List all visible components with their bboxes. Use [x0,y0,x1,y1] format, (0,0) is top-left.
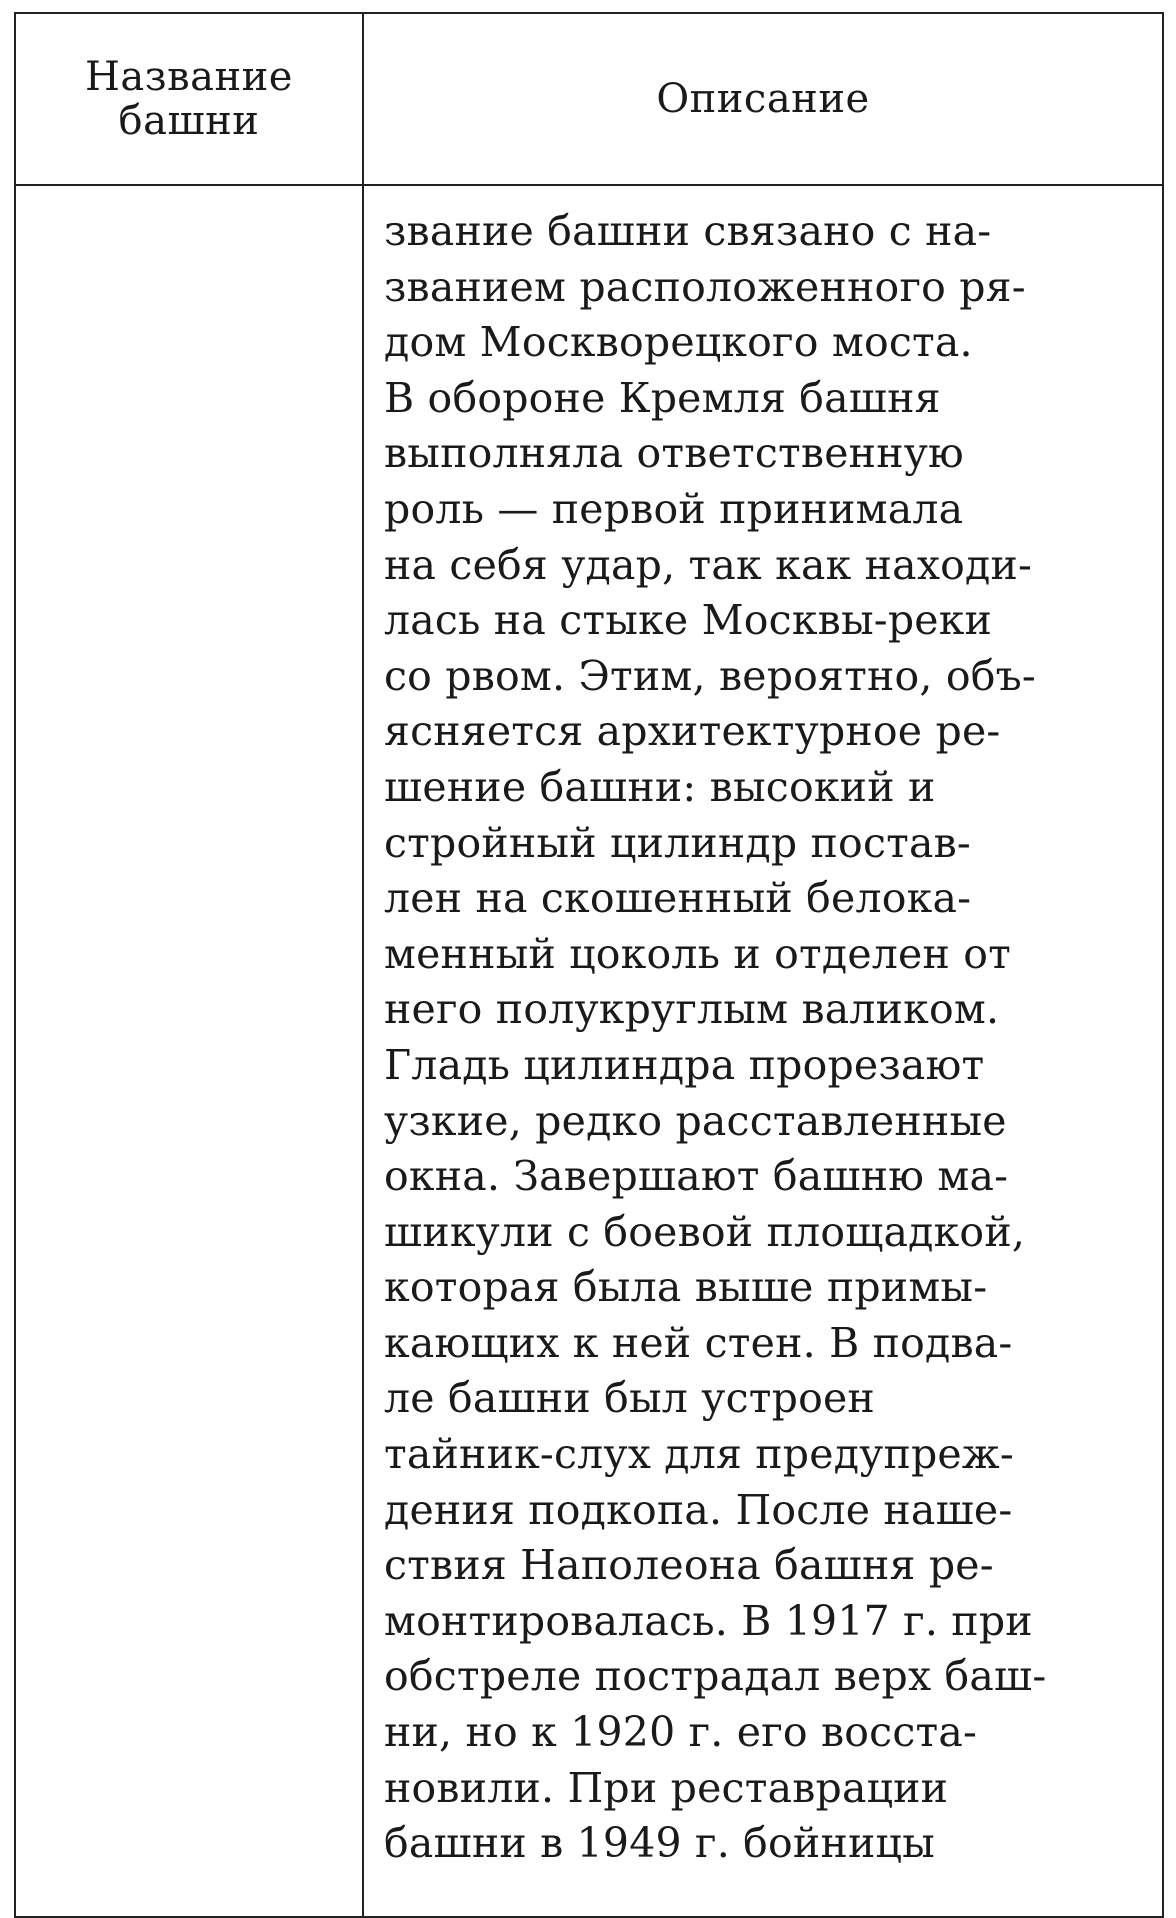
description-line: лась на стыке Москвы-реки [384,596,993,645]
description-line: ле башни был устроен [384,1374,875,1423]
description-line: которая была выше примы- [384,1263,988,1312]
header-cell-description [363,13,1163,185]
description-line: новили. При реставрации [384,1763,949,1812]
description-line: узкие, редко расставленные [384,1096,1007,1145]
description-line: монтировалась. В 1917 г. при [384,1596,1033,1645]
description-line: кающих к ней стен. В подва- [384,1318,1013,1367]
tower-name-cell [15,185,363,1917]
description-line: менный цоколь и отделен от [384,929,1012,978]
description-line: ствия Наполеона башня ре- [384,1541,994,1590]
description-line: дения подкопа. После наше- [384,1485,1013,1534]
description-line: тайник-слух для предупреж- [384,1430,1014,1479]
description-line: него полукруглым валиком. [384,985,1000,1034]
table-row [15,185,1163,1917]
description-line: Гладь цилиндра прорезают [384,1040,985,1089]
description-line: башни в 1949 г. бойницы [384,1819,935,1868]
description-line: званием расположенного ря- [384,262,1026,311]
description-line: лен на скошенный белока- [384,874,972,923]
description-line: со рвом. Этим, вероятно, объ- [384,651,1036,700]
header-name-label [16,55,362,143]
tower-description-cell [363,185,1163,1917]
header-name-line: башни [118,98,260,144]
description-line: В обороне Кремля башня [384,373,941,422]
description-line: шикули с боевой площадкой, [384,1207,1026,1256]
table-header-row [15,13,1163,185]
header-cell-name [15,13,363,185]
description-line: стройный цилиндр постав- [384,818,971,867]
description-line: роль — первой принимала [384,484,964,533]
description-line: дом Москворецкого моста. [384,318,973,367]
description-line: на себя удар, так как находи- [384,540,1033,589]
description-line: обстреле пострадал верх баш- [384,1652,1047,1701]
description-line: ни, но к 1920 г. его восста- [384,1708,978,1757]
description-line: выполняла ответственную [384,429,964,478]
tower-table [14,12,1164,1918]
description-line: ясняется архитектурное ре- [384,707,1001,756]
description-line: окна. Завершают башню ма- [384,1152,1009,1201]
header-name-line: Название [85,54,293,100]
description-line: звание башни связано с на- [384,207,992,255]
header-description-label: Описание [656,76,870,122]
description-line: шение башни: высокий и [384,762,936,811]
